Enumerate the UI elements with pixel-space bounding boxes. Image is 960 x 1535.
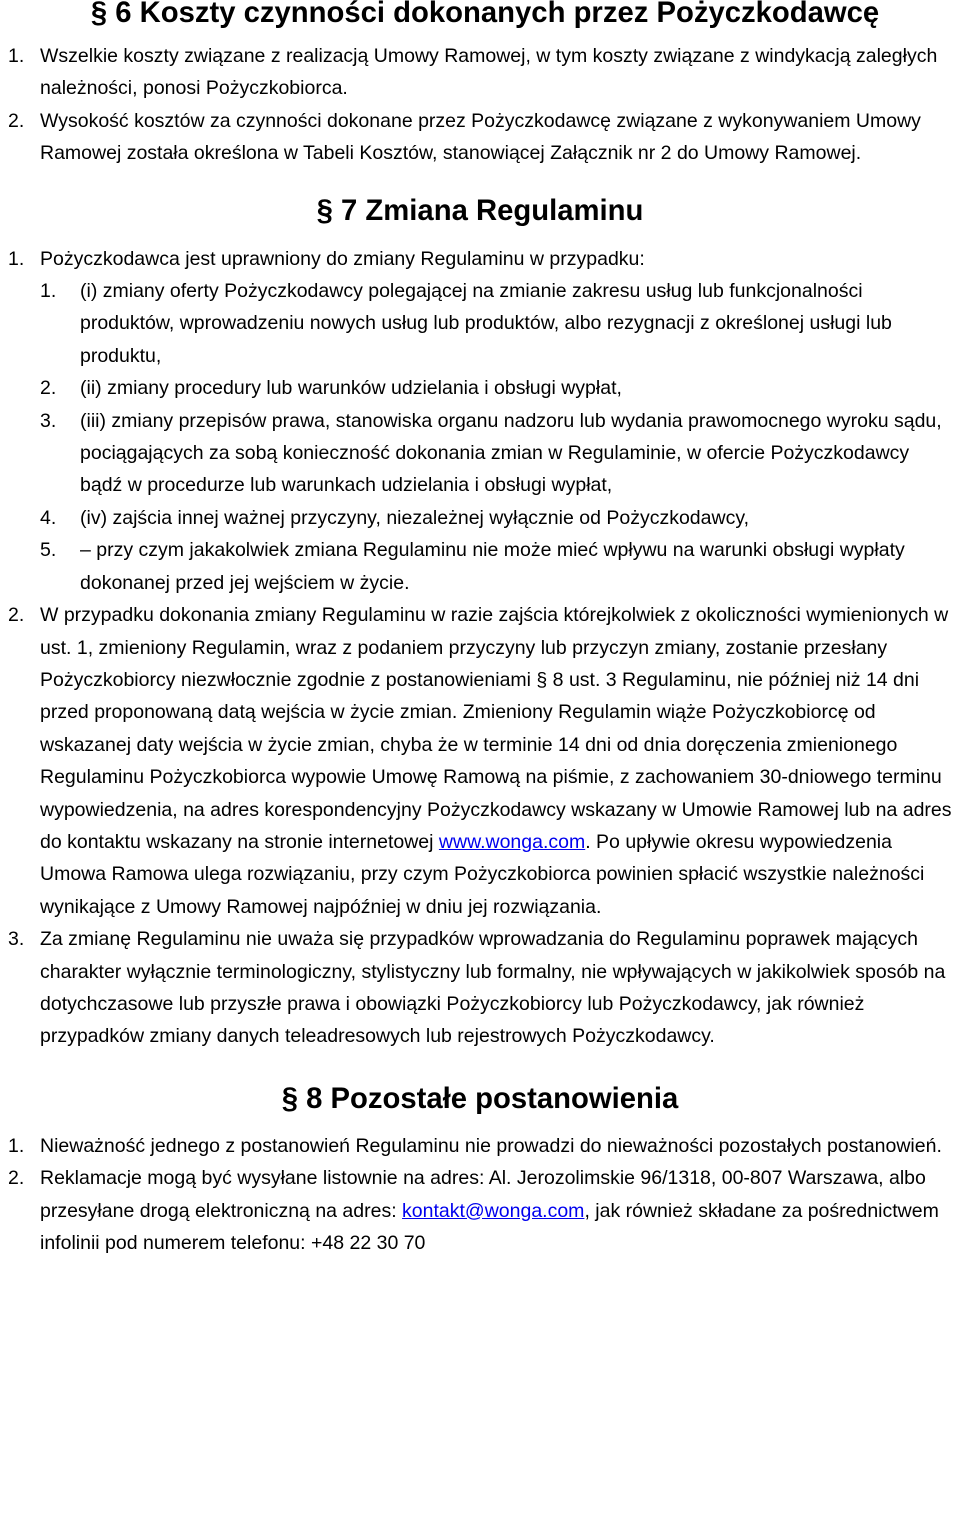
list-item xyxy=(0,243,960,599)
item-text: Wszelkie koszty związane z realizacją Umowy Ramowej, w tym koszty związane z windykacją zaległych należności, ponosi Pożyczkobiorca. xyxy=(40,45,938,100)
item-text-after-link: . Po upływie okresu wypowiedzenia Umowa Ramowa ulega rozwiązaniu, przy czym Pożyczkobiorca powinien spłacić wszystkie należności wynikające z Umowy Ramowej najpóźniej w dniu jej rozwiązania. xyxy=(40,830,925,918)
section-6-list xyxy=(0,40,960,170)
section-8-list xyxy=(0,1130,960,1260)
list-item xyxy=(0,1162,960,1259)
website-link[interactable]: www.wonga.com xyxy=(438,830,586,853)
item-text: Pożyczkodawca jest uprawniony do zmiany Regulaminu w przypadku: xyxy=(40,247,645,270)
list-item xyxy=(0,40,960,105)
email-link[interactable]: kontakt@wonga.com xyxy=(402,1199,585,1222)
sub-list-item xyxy=(0,534,952,599)
item-number: 1. xyxy=(8,1134,25,1157)
sub-list xyxy=(40,275,952,599)
sub-list-item xyxy=(0,275,952,372)
item-number: 1. xyxy=(8,45,25,67)
item-text-before-link: W przypadku dokonania zmiany Regulaminu w razie zajścia którejkolwiek z okoliczności wymienionych w ust. 1, zmieniony Regulamin, wraz z podaniem przyczyny lub przyczyn zmiany, zostanie przesłany Pożyczkobiorcy niezwłocznie zgodnie z postanowieniami § 8 ust. 3 Regulaminu, nie później niż 14 dni przed proponowaną datą wejścia w życie zmian. Zmieniony Regulamin wiąże Pożyczkobiorcę od wskazanej daty wejścia w życie zmian, chyba że w terminie 14 dni od dnia doręczenia zmienionego Regulaminu Pożyczkobiorca wypowie Umowę Ramową na piśmie, z zachowaniem 30-dniowego terminu wypowiedzenia, na adres korespondencyjny Pożyczkodawcy wskazany w Umowie Ramowej lub na adres do kontaktu wskazany na stronie internetowej xyxy=(40,604,952,853)
item-number: 3. xyxy=(8,928,25,951)
sub-item-number: 3. xyxy=(40,409,57,432)
section-8-heading: § 8 Pozostałe postanowienia xyxy=(281,1082,679,1115)
sub-item-text: (ii) zmiany procedury lub warunków udzielania i obsługi wypłat, xyxy=(80,377,622,400)
list-item xyxy=(0,599,960,923)
item-number: 2. xyxy=(8,109,25,132)
section-6-heading: § 6 Koszty czynności dokonanych przez Pożyczkodawcę xyxy=(90,0,880,29)
sub-item-text: – przy czym jakakolwiek zmiana Regulaminu nie może mieć wpływu na warunki obsługi wypłaty dokonanej przed jej wejściem w życie. xyxy=(80,539,905,594)
sub-item-text: (i) zmiany oferty Pożyczkodawcy polegającej na zmianie zakresu usług lub funkcjonalności produktów, wprowadzeniu nowych usług lub produktów, albo rezygnacji z określonej usługi lub produktu, xyxy=(80,280,892,367)
sub-item-number: 1. xyxy=(40,280,57,303)
item-text-before-link: Reklamacje mogą być wysyłane listownie na adres: Al. Jerozolimskie 96/1318, 00-807 Warszawa, albo przesyłane drogą elektroniczną na adres: xyxy=(40,1167,926,1222)
sub-item-number: 2. xyxy=(40,377,57,400)
list-item xyxy=(0,1130,960,1162)
item-number: 2. xyxy=(8,604,25,627)
item-number: 1. xyxy=(8,247,25,270)
sub-list-item xyxy=(0,372,952,404)
item-text-after-link: , jak również składane za pośrednictwem infolinii pod numerem telefonu: +48 22 30 70 xyxy=(40,1199,939,1254)
sub-list-item xyxy=(0,405,952,502)
sub-item-number: 5. xyxy=(40,539,57,562)
section-7-list xyxy=(0,243,960,1053)
item-text: Wysokość kosztów za czynności dokonane przez Pożyczkodawcę związane z wykonywaniem Umowy Ramowej została określona w Tabeli Kosztów, stanowiącej Załącznik nr 2 do Umowy Ramowej. xyxy=(40,109,921,165)
sub-list-item xyxy=(0,502,952,534)
list-item xyxy=(0,923,960,1053)
sub-item-number: 4. xyxy=(40,506,57,529)
section-7-heading: § 7 Zmiana Regulaminu xyxy=(316,194,644,227)
item-text: Za zmianę Regulaminu nie uważa się przypadków wprowadzania do Regulaminu poprawek mających charakter wyłącznie terminologiczny, stylistyczny lub formalny, nie wpływających w jakikolwiek sposób na dotychczasowe lub przyszłe prawa i obowiązki Pożyczkobiorcy lub Pożyczkodawcy, jak również przypadków zmiany danych teleadresowych lub rejestrowych Pożyczkodawcy. xyxy=(40,928,946,1048)
item-text: Nieważność jednego z postanowień Regulaminu nie prowadzi do nieważności pozostałych postanowień. xyxy=(40,1134,942,1157)
sub-item-text: (iii) zmiany przepisów prawa, stanowiska organu nadzoru lub wydania prawomocnego wyroku sądu, pociągających za sobą konieczność dokonania zmian w Regulaminie, w ofercie Pożyczkodawcy bądź w procedurze lub warunkach udzielania i obsługi wypłat, xyxy=(80,409,942,497)
item-number: 2. xyxy=(8,1167,25,1190)
sub-item-text: (iv) zajścia innej ważnej przyczyny, niezależnej wyłącznie od Pożyczkodawcy, xyxy=(80,506,750,529)
list-item xyxy=(0,105,960,170)
